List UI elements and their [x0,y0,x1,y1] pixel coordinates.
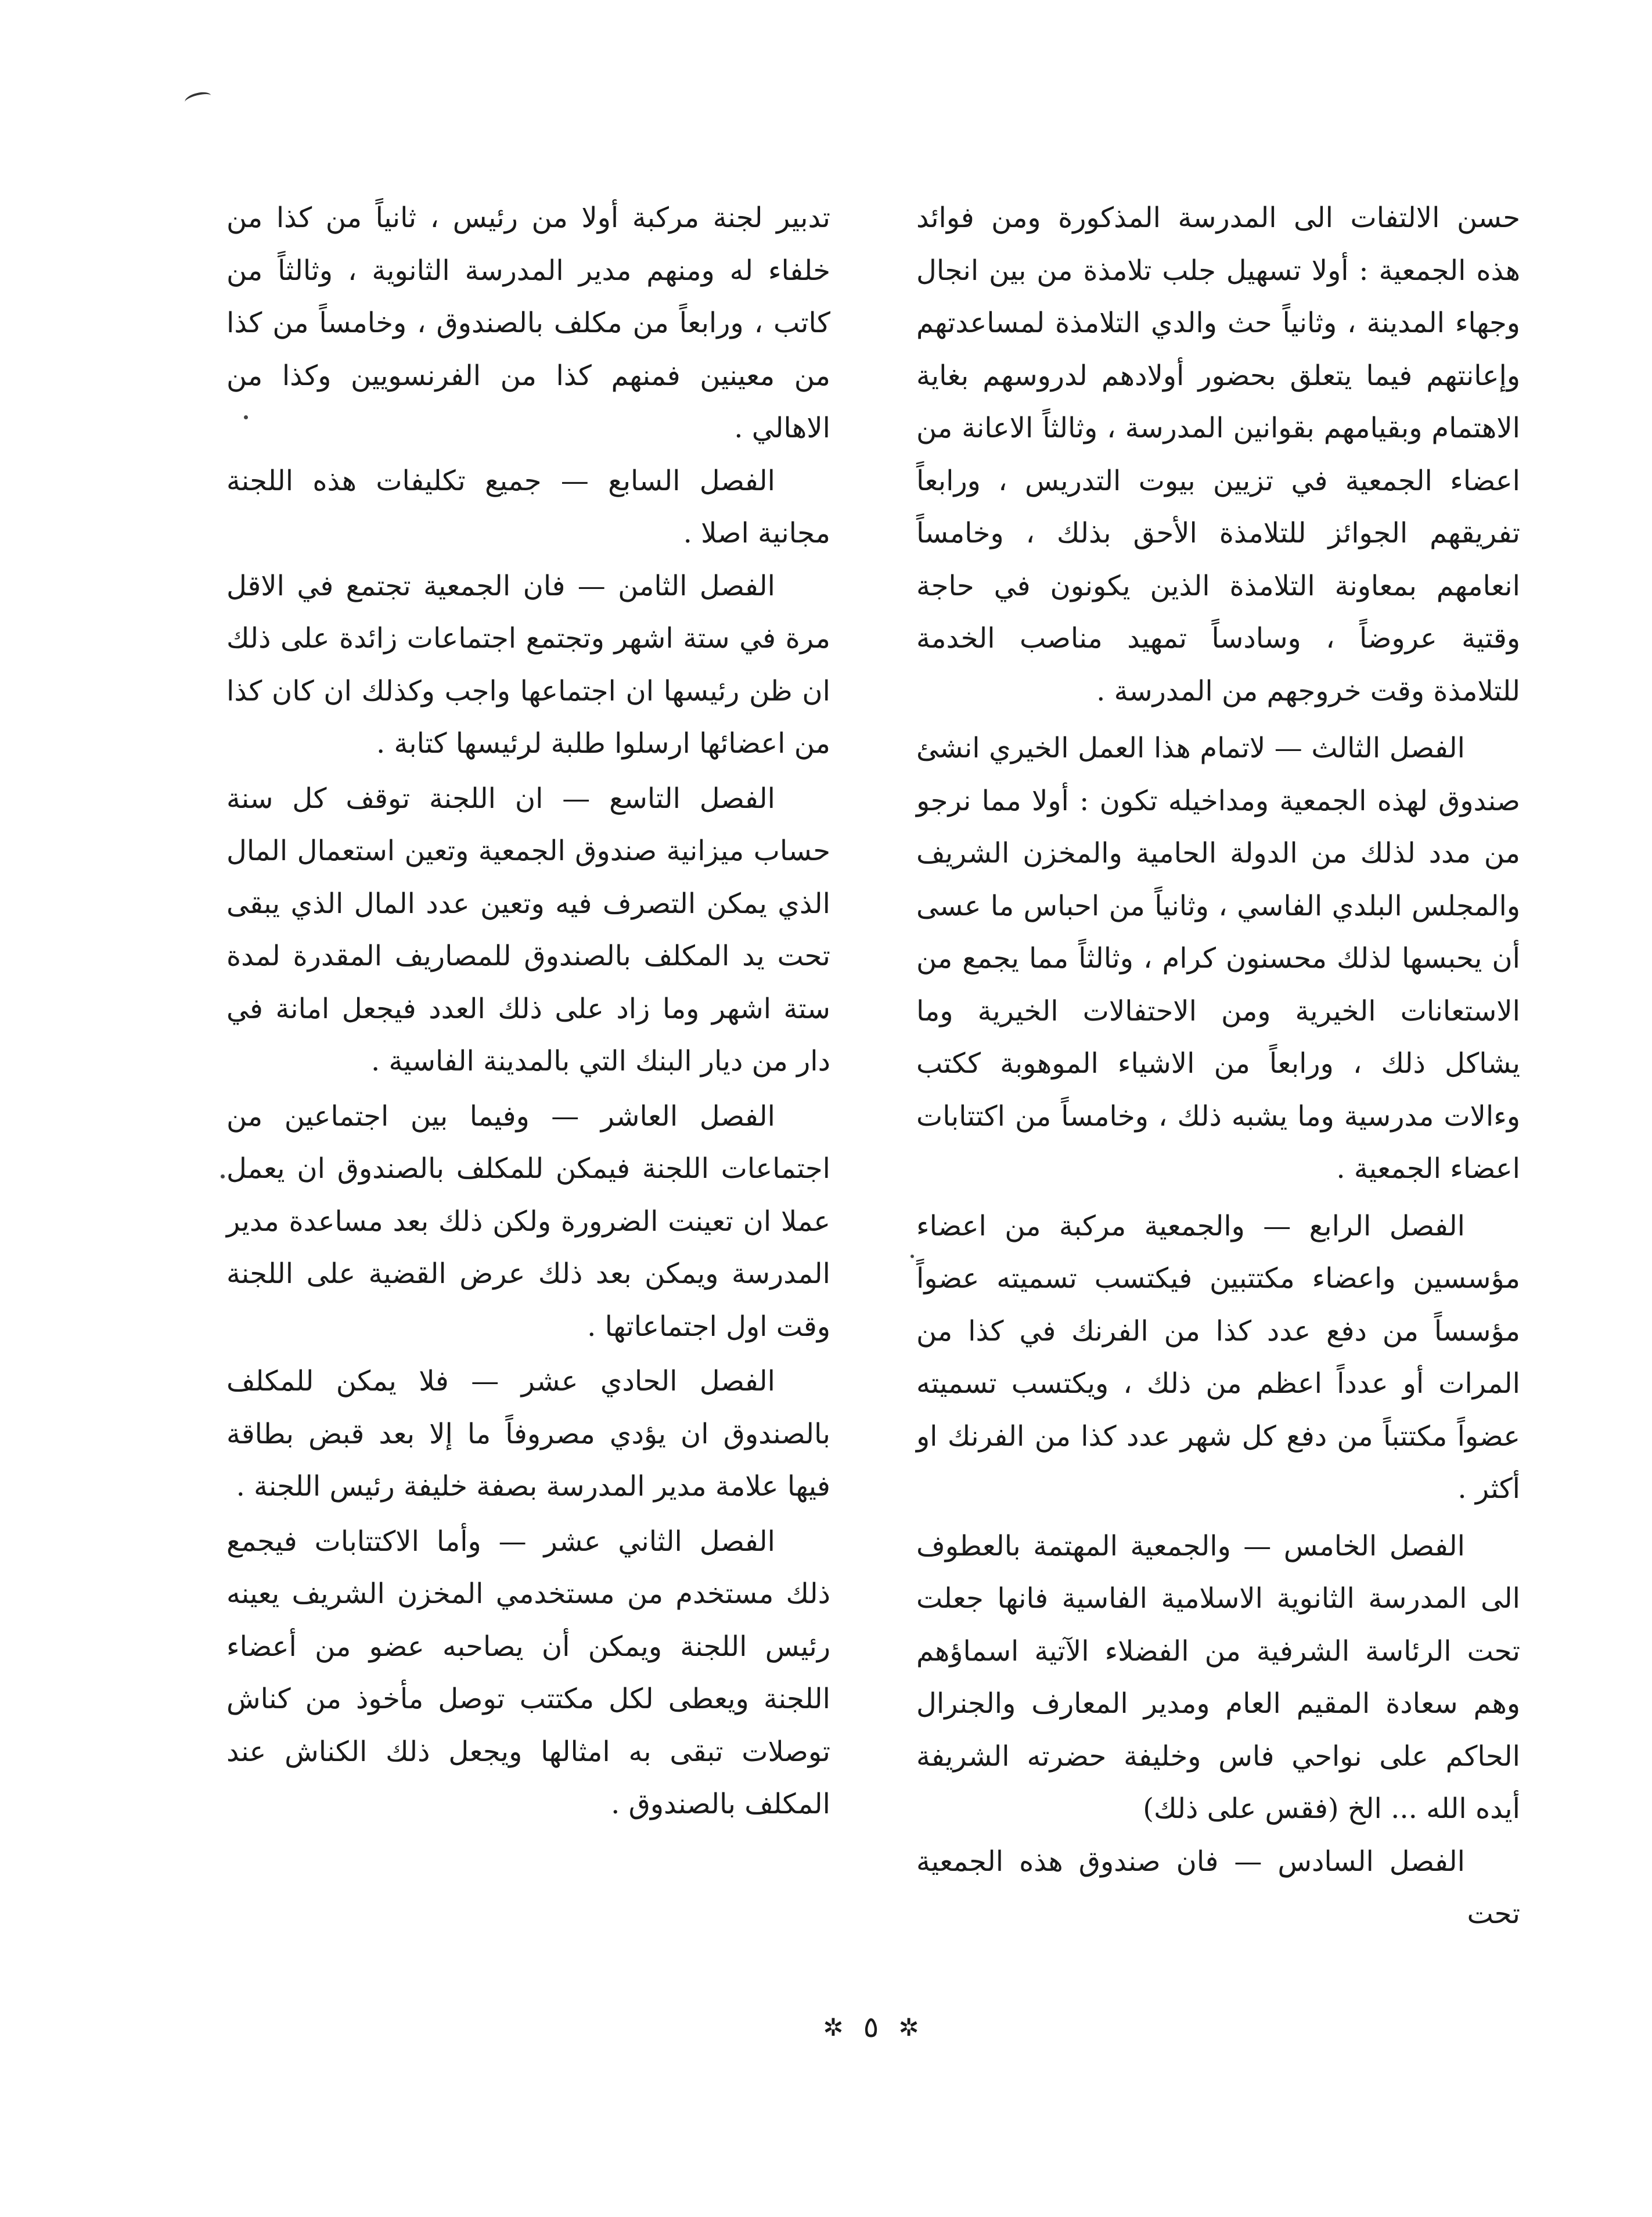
paragraph-chapter-11: الفصل الحادي عشر — فلا يمكن للمكلف بالصندوق ان يؤدي مصروفاً ما إلا بعد قبض بطاقة فيها علامة مدير المدرسة بصفة خليفة رئيس اللجنة . [226,1365,830,1503]
paragraph-chapter-12: الفصل الثاني عشر — وأما الاكتتابات فيجمع ذلك مستخدم من مستخدمي المخزن الشريف يعينه رئيس اللجنة ويمكن أن يصاحبه عضو من أعضاء اللجنة ويعطى لكل مكتتب توصل مأخوذ من كناش توصلات تبقى به امثالها ويجعل ذلك الكناش عند المكلف بالصندوق . [226,1525,830,1820]
right-column [916,192,1520,1941]
paragraph-associations-benefits: حسن الالتفات الى المدرسة المذكورة ومن فوائد هذه الجمعية : أولا تسهيل جلب تلامذة من بين انجال وجهاء المدينة ، وثانياً حث والدي التلامذة لمساعدتهم وإعانتهم فيما يتعلق بحضور أولادهم لدروسهم بغاية الاهتمام وبقيامهم بقوانين المدرسة ، وثالثاً الاعانة من اعضاء الجمعية في تزيين بيوت التدريس ، ورابعاً تفريقهم الجوائز للتلامذة الأحق بذلك ، وخامساً انعامهم بمعاونة التلامذة الذين يكونون في حاجة وقتية عروضاً ، وسادساً تمهيد مناصب الخدمة للتلامذة وقت خروجهم من المدرسة . [916,202,1520,707]
page-footer [796,2007,946,2047]
star-ornament-icon: ✲ [823,2013,844,2042]
paragraph-chapter-9: الفصل التاسع — ان اللجنة توقف كل سنة حساب ميزانية صندوق الجمعية وتعين استعمال المال الذي يمكن التصرف فيه وتعين عدد المال الذي يبقى تحت يد المكلف بالصندوق للمصاريف المقدرة لمدة ستة اشهر وما زاد على ذلك العدد فيجعل امانة في دار من ديار البنك التي بالمدينة الفاسية . [226,782,830,1077]
paragraph-chapter-5: الفصل الخامس — والجمعية المهتمة بالعطوف الى المدرسة الثانوية الاسلامية الفاسية فانها جعلت تحت الرئاسة الشرفية من الفضلاء الآتية اسماؤهم وهم سعادة المقيم العام ومدير المعارف والجنرال الحاكم على نواحي فاس وخليفة حضرته الشريفة أيده الله ... الخ (فقس على ذلك) [916,1529,1520,1825]
scan-mark [183,90,212,108]
paragraph-committee-composition: تدبير لجنة مركبة أولا من رئيس ، ثانياً من كذا من خلفاء له ومنهم مدير المدرسة الثانوية ، وثالثاً من كاتب ، ورابعاً من مكلف بالصندوق ، وخامساً من كذا من معينين فمنهم كذا من الفرنسويين وكذا من الاهالي . [226,202,830,444]
paragraph-chapter-3: الفصل الثالث — لاتمام هذا العمل الخيري انشئ صندوق لهذه الجمعية ومداخيله تكون : أولا مما نرجو من مدد لذلك من الدولة الحامية والمخزن الشريف والمجلس البلدي الفاسي ، وثانياً من احباس ما عسى أن يحبسها لذلك محسنون كرام ، وثالثاً مما يجمع من الاستعانات الخيرية ومن الاحتفالات الخيرية وما يشاكل ذلك ، ورابعاً من الاشياء الموهوبة ككتب وءالات مدرسية وما يشبه ذلك ، وخامساً من اكتتابات اعضاء الجمعية . [916,732,1520,1185]
page-number: ٥ [863,2010,879,2044]
left-column [226,192,830,1831]
paragraph-chapter-4: الفصل الرابع — والجمعية مركبة من اعضاء مؤسسين واعضاء مكتتبين فيكتسب تسميته عضواً مؤسساً من دفع عدد كذا من الفرنك في كذا من المرات أو عدداً اعظم من ذلك ، ويكتسب تسميته عضواً مكتتباً من دفع كل شهر عدد كذا من الفرنك او أكثر . [916,1209,1520,1505]
paragraph-chapter-8: الفصل الثامن — فان الجمعية تجتمع في الاقل مرة في ستة اشهر وتجتمع اجتماعات زائدة على ذلك ان ظن رئيسها ان اجتماعها واجب وكذلك ان كان كذا من اعضائها ارسلوا طلبة لرئيسها كتابة . [226,569,830,760]
scan-speck [221,1174,225,1178]
paragraph-chapter-7: الفصل السابع — جميع تكليفات هذه اللجنة مجانية اصلا . [226,464,830,549]
star-ornament-icon: ✲ [898,2013,919,2042]
paragraph-chapter-10: الفصل العاشر — وفيما بين اجتماعين من اجتماعات اللجنة فيمكن للمكلف بالصندوق ان يعمل عملا ان تعينت الضرورة ولكن ذلك بعد مساعدة مدير المدرسة ويمكن بعد ذلك عرض القضية على اللجنة وقت اول اجتماعاتها . [226,1099,830,1343]
paragraph-chapter-6: الفصل السادس — فان صندوق هذه الجمعية تحت [916,1845,1520,1930]
scan-speck [910,1255,914,1258]
